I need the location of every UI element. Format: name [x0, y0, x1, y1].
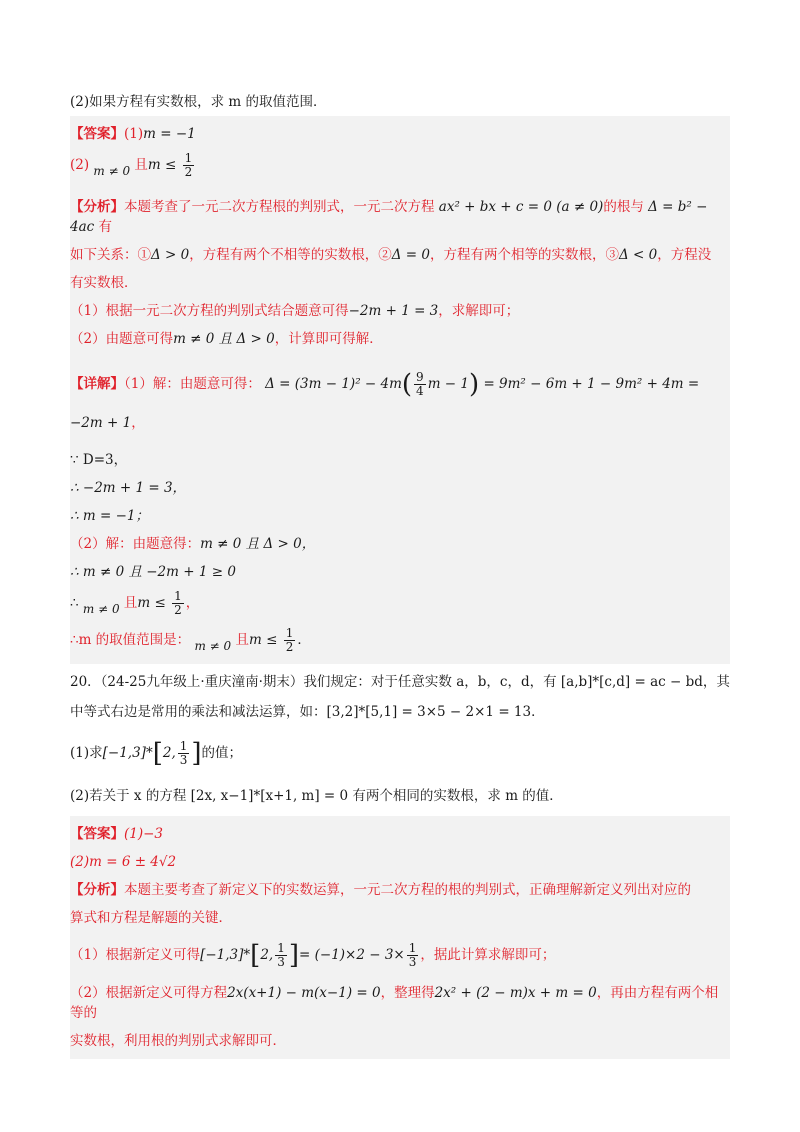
step-2-simplified: 2x² + (2 − m)x + m = 0	[434, 984, 597, 1001]
range-conclusion: ∴m 的取值范围是：	[70, 631, 191, 648]
analysis-step-1-end: ，据此计算求解即可；	[420, 947, 556, 963]
punctuation: ．	[297, 631, 311, 648]
answer-20-2: (2)m = 6 ± 4√2	[70, 854, 177, 870]
analysis-text: 有实数根．	[70, 275, 138, 291]
conclusion-ineq: m ≤	[248, 631, 278, 648]
analysis-text: 如下关系：①	[70, 247, 151, 263]
question-20-part-1: (1)求[−1,3]*[2, $\frac{1}{3}$ ]的值；	[70, 738, 243, 768]
analysis-text: 的根与	[603, 199, 644, 215]
fraction-half: $\frac{1}{2}$	[174, 588, 182, 617]
fraction-one-third: $\frac{1}{3}$	[179, 738, 188, 767]
fraction-one-third: $\frac{1}{3}$	[408, 941, 417, 969]
condition-3: Δ < 0	[618, 247, 658, 263]
punctuation: ，	[131, 414, 145, 431]
analysis-text: 本题主要考查了新定义下的实数运算，一元二次方程的根的判别式，正确理解新定义列出对应的	[124, 882, 691, 898]
analysis-label: 【分析】	[70, 882, 124, 898]
detail-step-2-condition: m ≠ 0 且 Δ > 0，	[200, 535, 316, 552]
analysis-text: ，方程没	[657, 247, 712, 263]
answer-label: 【答案】	[70, 826, 124, 842]
discriminant-result: = 9m² − 6m + 1 − 9m² + 4m = −2m + 1	[70, 376, 700, 431]
detail-equation: ∴ −2m + 1 = 3，	[70, 479, 187, 496]
analysis-text: 本题考查了一元二次方程根的判别式，一元二次方程	[124, 199, 435, 215]
fraction-half: $\frac{1}{2}$	[285, 625, 294, 654]
step-1-bracket-start: 2,	[260, 947, 274, 963]
question-20-line-1: 20．（24-25九年级上·重庆潼南·期末）我们规定：对于任意实数 a，b，c，d，有 [a,b]*[c,d] = ac − bd，其	[70, 673, 730, 690]
answer-2-cond: m ≠ 0	[93, 164, 131, 178]
step-2-equation: 2x(x+1) − m(x−1) = 0	[227, 984, 381, 1001]
analysis-step-1: （1）根据新定义可得	[70, 947, 201, 963]
punctuation: ，	[185, 594, 200, 611]
analysis-step-2-end: ，计算即可得解．	[274, 331, 383, 347]
conclusion-cond: m ≠ 0	[194, 638, 232, 653]
analysis-text: 算式和方程是解题的关键．	[70, 910, 232, 926]
analysis-text: 实数根，利用根的判别式求解即可．	[70, 1032, 286, 1049]
detail-step-1: （1）解：由题意可得：	[124, 376, 261, 392]
discriminant: Δ = b² − 4ac	[70, 199, 708, 235]
step-1-expression: [−1,3]*	[200, 947, 251, 963]
detail-label: 【详解】	[70, 376, 124, 392]
analysis-text: ，方程有两个不相等的实数根，②	[189, 247, 392, 263]
conclusion-join: 且	[235, 631, 249, 648]
analysis-label: 【分析】	[70, 199, 124, 215]
detail-join: 且	[123, 594, 138, 611]
discriminant-expression: Δ = (3m − 1)² − 4m	[265, 376, 402, 392]
step-1-result: = (−1)×2 − 3×	[299, 947, 405, 963]
analysis-text: ，再由方程有两个相等的	[70, 984, 719, 1021]
analysis-text: ，整理得	[380, 984, 435, 1001]
question-19-part-2: (2)如果方程有实数根，求 m 的取值范围．	[70, 94, 327, 110]
part-1-end: 的值；	[201, 744, 243, 761]
step-1-equation: −2m + 1 = 3	[348, 303, 439, 319]
detail-cond: m ≠ 0	[82, 601, 120, 616]
part-1-expression: [−1,3]*	[102, 744, 153, 761]
answer-block-19: 【答案】(1)m = −1 (2) m ≠ 0 且m ≤ $\frac{1}{2}$ 【分析】本题考查了一元二次方程根的判别式，一元二次方程 ax² + bx + c = 0 (a ≠ 0)的根与 Δ = b² − 4ac 有 如下关系：①Δ > 0，方程有两个不相等的实数根，②Δ = 0，方程有两个相等的实数根，③Δ < 0，方程没 有实数根． （1）根据一元二次方程的判别式结合题意可得−2m + 1 = 3，求解即可； （2）由题意可得m ≠ 0 且 Δ > 0，计算即可得解． 【详解】（1）解：由题意可得： Δ = (3m − 1)² − 4m( $\frac{9}{4}$ m − 1) = 9m² − 6m + 1 − 9m² + 4m = −2m + 1， ∵ D=3， ∴ −2m + 1 = 3， ∴ m = −1； （2）解：由题意得：m ≠ 0 且 Δ > 0， ∴ m ≠ 0 且 −2m + 1 ≥ 0 ∴ m ≠ 0 且m ≤ $\frac{1}{2}$ ， ∴m 的取值范围是： m ≠ 0 且m ≤ $\frac{1}{2}$ ．	[70, 116, 730, 664]
part-1-label: (1)求	[70, 744, 103, 761]
question-20-line-2: 中等式右边是常用的乘法和减法运算，如：[3,2]*[5,1] = 3×5 − 2×1 = 13．	[70, 703, 545, 720]
detail-result: ∴ m = −1；	[70, 507, 149, 524]
answer-1-prefix: (1)	[124, 126, 144, 142]
analysis-text: 有	[98, 219, 112, 235]
therefore-symbol: ∴	[70, 594, 79, 611]
analysis-step-2: （2）由题意可得	[70, 331, 174, 347]
fraction-one-third: $\frac{1}{3}$	[277, 941, 285, 969]
detail-inequality: ∴ m ≠ 0 且 −2m + 1 ≥ 0	[70, 563, 236, 580]
answer-2-ineq: m ≤	[147, 157, 177, 173]
analysis-step-2: （2）根据新定义可得方程	[70, 984, 228, 1001]
answer-block-20: 【答案】(1)−3 (2)m = 6 ± 4√2 【分析】本题主要考查了新定义下的实数运算，一元二次方程的根的判别式，正确理解新定义列出对应的 算式和方程是解题的关键． （1）根据新定义可得[−1,3]*[2, $\frac{1}{3}$ ]= (−1)×2 − 3× $\frac{1}{3}$ ，据此计算求解即可； （2）根据新定义可得方程2x(x+1) − m(x−1) = 0，整理得2x² + (2 − m)x + m = 0，再由方程有两个相等的 实数根，利用根的判别式求解即可．	[70, 816, 730, 1059]
part-1-bracket-start: 2,	[162, 744, 176, 761]
answer-2-join: 且	[134, 157, 148, 173]
detail-given: ∵ D=3，	[70, 451, 128, 468]
quadratic-equation: ax² + bx + c = 0 (a ≠ 0)	[438, 199, 604, 215]
analysis-step-1: （1）根据一元二次方程的判别式结合题意可得	[70, 303, 349, 319]
condition-2: Δ = 0	[391, 247, 430, 263]
analysis-text: ，方程有两个相等的实数根，③	[429, 247, 619, 263]
detail-ineq: m ≤	[137, 594, 166, 611]
fraction-half: $\frac{1}{2}$	[184, 151, 193, 179]
answer-label: 【答案】	[70, 126, 124, 142]
answer-2-prefix: (2)	[70, 157, 90, 173]
question-20-part-2: (2)若关于 x 的方程 [2x, x−1]*[x+1, m] = 0 有两个相同的实数根，求 m 的值．	[70, 788, 563, 804]
answer-20-1: (1)−3	[124, 826, 164, 842]
detail-step-2: （2）解：由题意得：	[70, 535, 201, 552]
step-2-condition: m ≠ 0 且 Δ > 0	[173, 331, 275, 347]
analysis-step-1-end: ，求解即可；	[438, 303, 520, 319]
discriminant-expression: m − 1	[427, 376, 469, 392]
document-page	[70, 92, 730, 1059]
answer-1: m = −1	[143, 126, 196, 142]
fraction-nine-quarters: $\frac{9}{4}$	[416, 370, 424, 398]
condition-1: Δ > 0	[151, 247, 190, 263]
